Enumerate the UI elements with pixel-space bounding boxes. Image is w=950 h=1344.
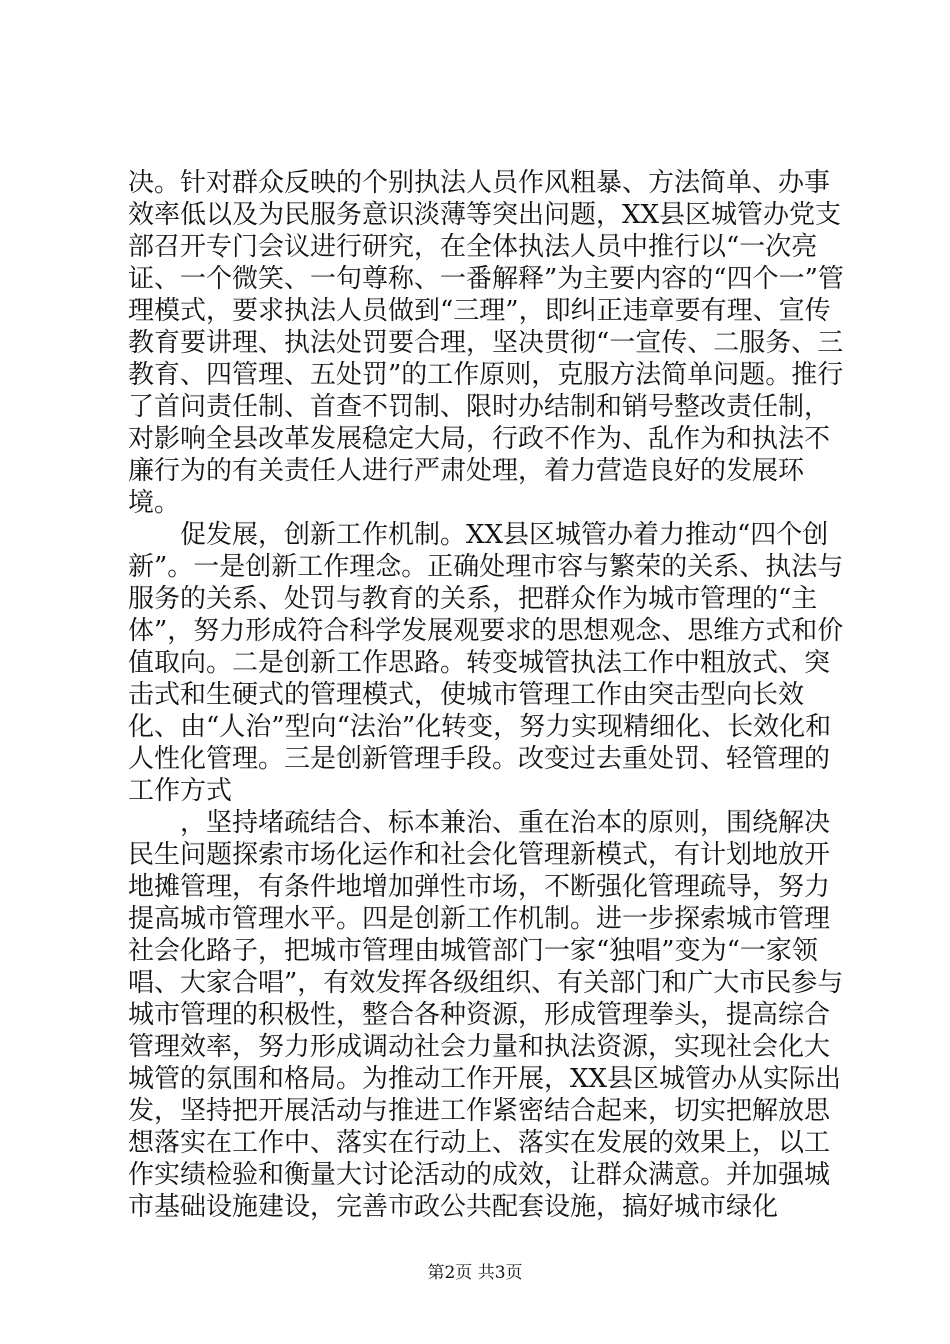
paragraph-3: ，坚持堵疏结合、标本兼治、重在治本的原则，围绕解决民生问题探索市场化运作和社会化管理新模式，有计划地放开地摊管理，有条件地增加弹性市场，不断强化管理疏导，努力提高城市管理水平。四是创新工作机制。进一步探索城市管理社会化路子，把城市管理由城管部门一家“独唱”变为“一家领唱、大家合唱”，有效发挥各级组织、有关部门和广大市民参与城市管理的积极性，整合各种资源，形成管理拳头，提高综合管理效率，努力形成调动社会力量和执法资源，实现社会化大城管的氛围和格局。为推动工作开展，XX县区城管办从实际出发，坚持把开展活动与推进工作紧密结合起来，切实把解放思想落实在工作中、落实在行动上、落实在发展的效果上，以工作实绩检验和衡量大讨论活动的成效，让群众满意。并加强城市基础设施建设，完善市政公共配套设施，搞好城市绿化 — [128, 808, 844, 1222]
page-footer: 第2页 共3页 — [427, 1263, 523, 1283]
paragraph-2: 促发展，创新工作机制。XX县区城管办着力推动“四个创新”。一是创新工作理念。正确处理市容与繁荣的关系、执法与服务的关系、处罚与教育的关系，把群众作为城市管理的“主体”，努力形成符合科学发展观要求的思想观念、思维方式和价值取向。二是创新工作思路。转变城管执法工作中粗放式、突击式和生硬式的管理模式，使城市管理工作由突击型向长效化、由“人治”型向“法治”化转变，努力实现精细化、长效化和人性化管理。三是创新管理手段。改变过去重处罚、轻管理的工作方式 — [128, 520, 844, 806]
document-body — [128, 167, 848, 1223]
paragraph-1: 决。针对群众反映的个别执法人员作风粗暴、方法简单、办事效率低以及为民服务意识淡薄等突出问题，XX县区城管办党支部召开专门会议进行研究，在全体执法人员中推行以“一次亮证、一个微笑、一句尊称、一番解释”为主要内容的“四个一”管理模式，要求执法人员做到“三理”，即纠正违章要有理、宣传教育要讲理、执法处罚要合理，坚决贯彻“一宣传、二服务、三教育、四管理、五处罚”的工作原则，克服方法简单问题。推行了首问责任制、首查不罚制、限时办结制和销号整改责任制，对影响全县改革发展稳定大局，行政不作为、乱作为和执法不廉行为的有关责任人进行严肃处理，着力营造良好的发展环境。 — [128, 168, 844, 518]
